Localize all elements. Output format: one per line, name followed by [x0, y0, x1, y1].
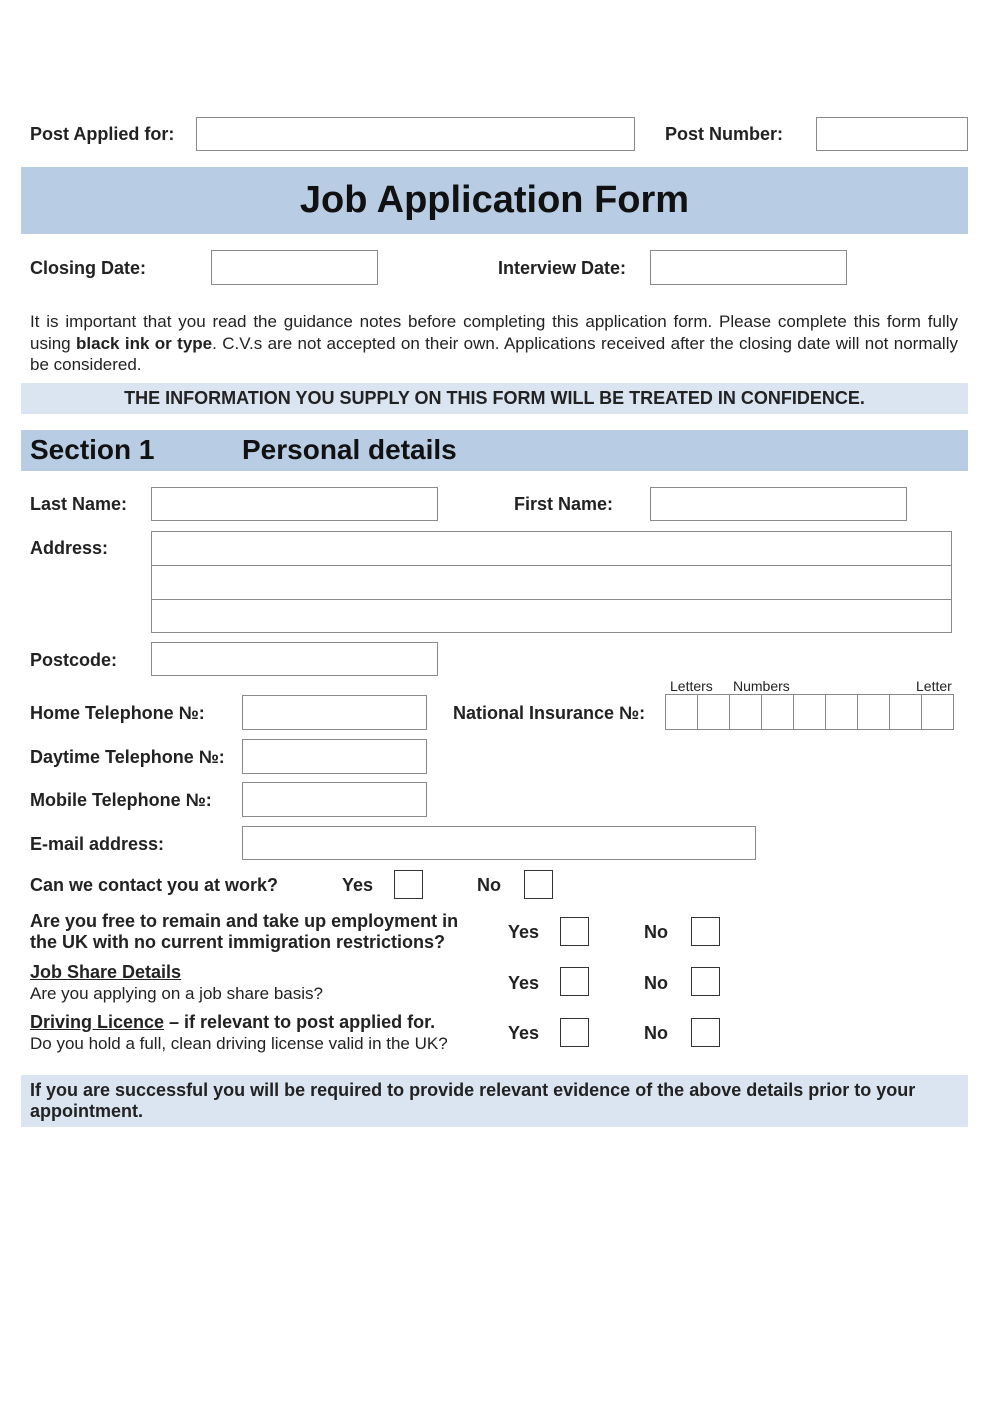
intro-text-bold: black ink or type [76, 333, 213, 353]
immigration-no-label: No [644, 922, 668, 942]
driving-yes-checkbox[interactable] [560, 1018, 589, 1047]
driving-block [30, 1012, 448, 1054]
contact-at-work-question: Can we contact you at work? [30, 875, 279, 895]
footer-notice: If you are successful you will be required to provide relevant evidence of the above details prior to your appointment. [30, 1080, 916, 1121]
section-number: Section 1 [30, 434, 155, 465]
postcode-label: Postcode: [30, 650, 118, 670]
interview-date-input[interactable] [650, 250, 847, 285]
job-share-title: Job Share Details [30, 962, 182, 982]
email-input[interactable] [242, 826, 756, 860]
closing-date-label: Closing Date: [30, 258, 147, 278]
intro-paragraph [30, 311, 958, 376]
ni-cell-2[interactable] [697, 694, 730, 730]
driving-no-label: No [644, 1023, 668, 1043]
ni-letters-header: Letters [670, 678, 713, 694]
driving-yes-label: Yes [508, 1023, 540, 1043]
confidential-notice: THE INFORMATION YOU SUPPLY ON THIS FORM WILL BE TREATED IN CONFIDENCE. [124, 388, 865, 408]
home-tel-label: Home Telephone №: [30, 703, 205, 723]
ni-cell-3[interactable] [729, 694, 762, 730]
mobile-tel-label: Mobile Telephone №: [30, 790, 212, 810]
address-line-3[interactable] [151, 599, 952, 633]
title-band [21, 167, 968, 234]
page-title: Job Application Form [299, 179, 690, 221]
job-share-no-checkbox[interactable] [691, 967, 720, 996]
first-name-label: First Name: [514, 494, 614, 514]
job-share-yes-label: Yes [508, 973, 540, 993]
free-to-remain-question [30, 911, 458, 953]
intro-text-2: . C.V.s are not accepted on their own. Applications received after the closing date will not normally be considered. [30, 333, 958, 374]
address-label: Address: [30, 538, 109, 558]
ni-cell-5[interactable] [793, 694, 826, 730]
contact-no-label: No [477, 875, 501, 895]
home-tel-input[interactable] [242, 695, 427, 730]
ni-label: National Insurance №: [453, 703, 646, 723]
post-number-input[interactable] [816, 117, 968, 151]
driving-title: Driving Licence [30, 1012, 165, 1032]
ni-cell-9[interactable] [921, 694, 954, 730]
address-line-2[interactable] [151, 565, 952, 600]
first-name-input[interactable] [650, 487, 907, 521]
post-number-label: Post Number: [665, 124, 784, 144]
contact-no-checkbox[interactable] [524, 870, 553, 899]
contact-yes-checkbox[interactable] [394, 870, 423, 899]
ni-letter-header: Letter [916, 678, 952, 694]
daytime-tel-label: Daytime Telephone №: [30, 747, 225, 767]
driving-suffix: – if relevant to post applied for. [164, 1012, 436, 1032]
immigration-no-checkbox[interactable] [691, 917, 720, 946]
immigration-yes-label: Yes [508, 922, 540, 942]
post-applied-input[interactable] [196, 117, 635, 151]
post-applied-label: Post Applied for: [30, 124, 175, 144]
job-share-question: Are you applying on a job share basis? [30, 984, 323, 1003]
job-share-block [30, 962, 323, 1004]
job-share-yes-checkbox[interactable] [560, 967, 589, 996]
contact-yes-label: Yes [342, 875, 374, 895]
daytime-tel-input[interactable] [242, 739, 427, 774]
last-name-input[interactable] [151, 487, 438, 521]
closing-date-input[interactable] [211, 250, 378, 285]
driving-no-checkbox[interactable] [691, 1018, 720, 1047]
driving-question: Do you hold a full, clean driving license valid in the UK? [30, 1034, 448, 1053]
interview-date-label: Interview Date: [498, 258, 627, 278]
footer-band [21, 1075, 968, 1127]
intro-text-1: It is important that you read the guidance notes before completing this application form. Please complete this form fully using [30, 312, 958, 353]
section-band [21, 430, 968, 471]
immigration-yes-checkbox[interactable] [560, 917, 589, 946]
ni-numbers-header: Numbers [733, 678, 790, 694]
confidential-band [21, 383, 968, 414]
free-to-remain-line-2: the UK with no current immigration restrictions? [30, 932, 446, 952]
ni-cell-1[interactable] [665, 694, 698, 730]
postcode-input[interactable] [151, 642, 438, 676]
address-line-1[interactable] [151, 531, 952, 566]
ni-cell-4[interactable] [761, 694, 794, 730]
job-share-no-label: No [644, 973, 668, 993]
email-label: E-mail address: [30, 834, 165, 854]
ni-cell-7[interactable] [857, 694, 890, 730]
ni-cell-8[interactable] [889, 694, 922, 730]
mobile-tel-input[interactable] [242, 782, 427, 817]
free-to-remain-line-1: Are you free to remain and take up employment in [30, 911, 459, 931]
ni-cell-6[interactable] [825, 694, 858, 730]
last-name-label: Last Name: [30, 494, 128, 514]
section-title: Personal details [242, 434, 457, 465]
